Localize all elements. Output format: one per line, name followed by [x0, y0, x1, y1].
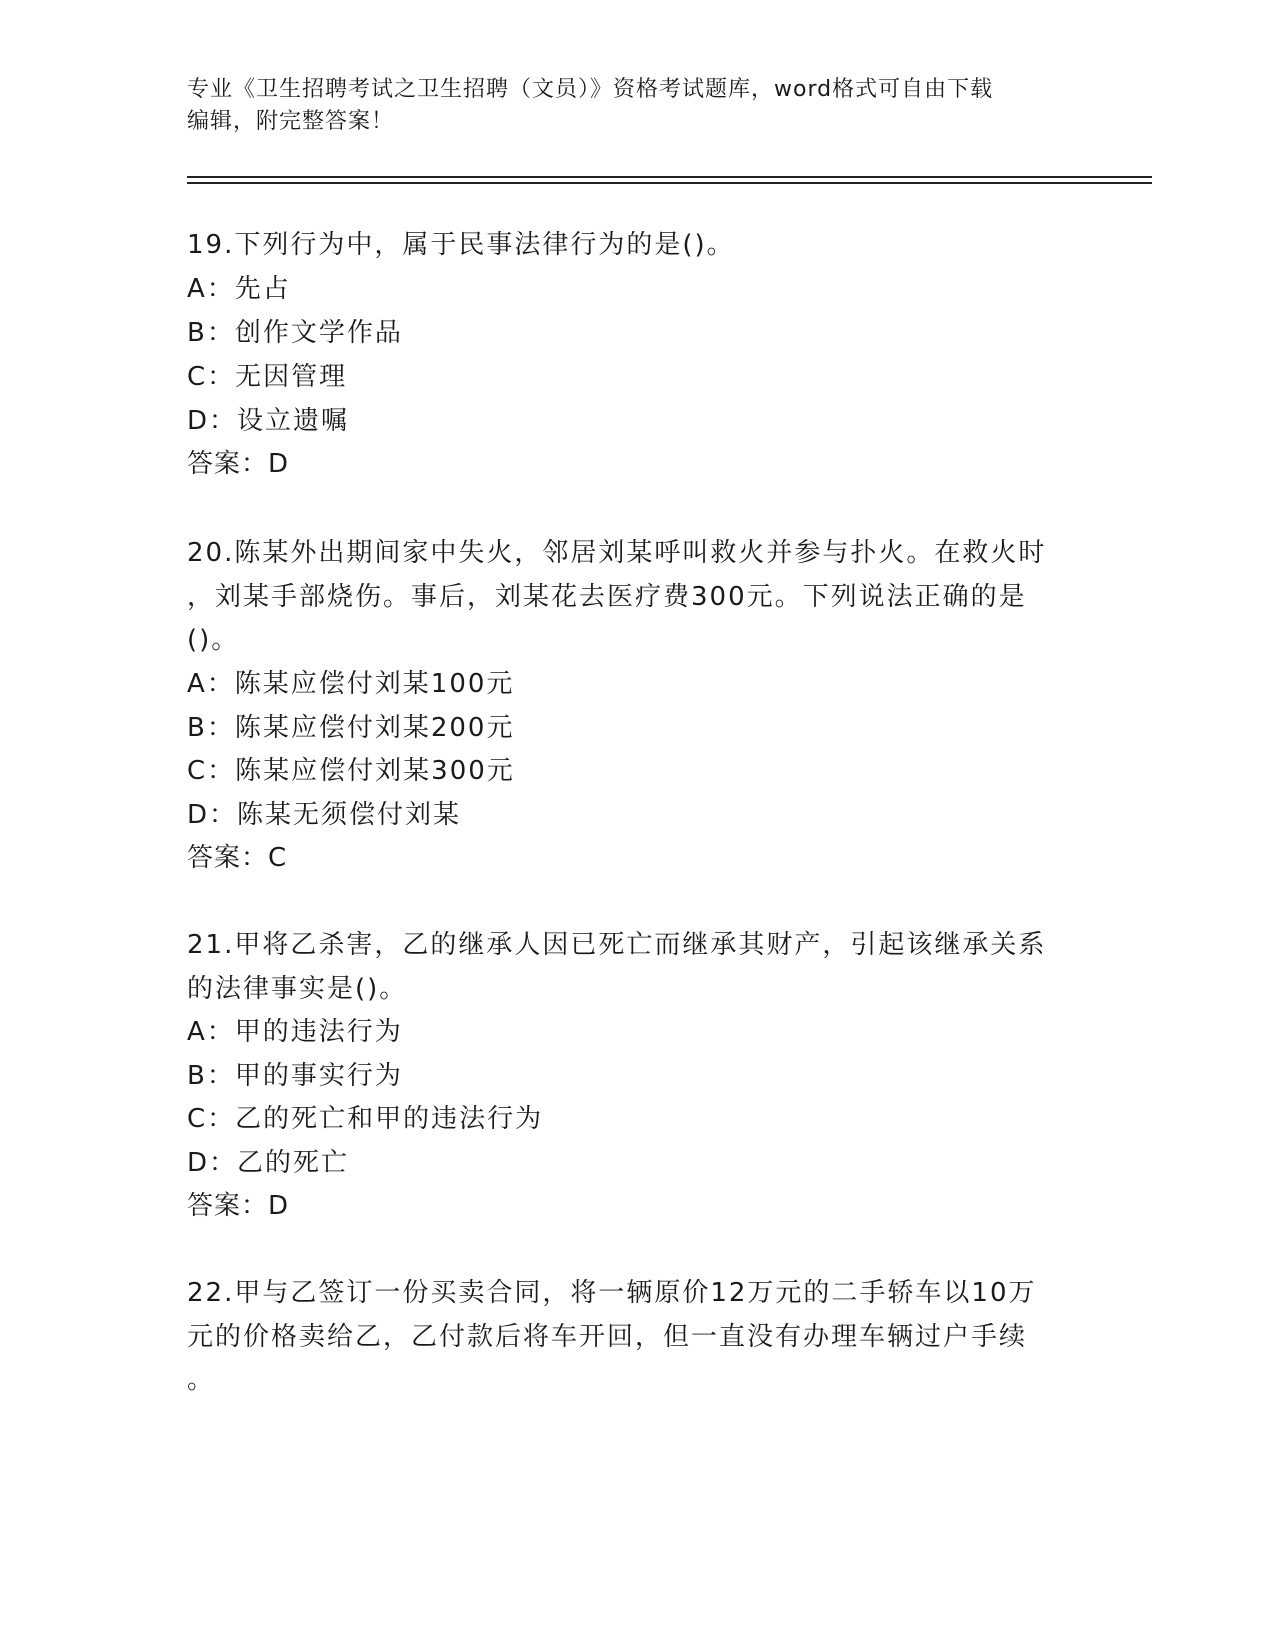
answer: 答案：D — [187, 449, 290, 479]
header-line-1: 专业《卫生招聘考试之卫生招聘（文员）》资格考试题库，word格式可自由下载 — [187, 77, 994, 102]
question-text: ，刘某手部烧伤。事后，刘某花去医疗费300元。下列说法正确的是 — [187, 582, 1027, 612]
question-text: 的法律事实是()。 — [187, 974, 408, 1004]
option-b: B：陈某应偿付刘某200元 — [187, 713, 515, 743]
question-text: ()。 — [187, 625, 240, 655]
answer: 答案：D — [187, 1191, 290, 1221]
header-divider-bottom — [187, 182, 1152, 184]
option-d: D：乙的死亡 — [187, 1148, 350, 1178]
option-a: A：陈某应偿付刘某100元 — [187, 669, 515, 699]
question-text: 20.陈某外出期间家中失火，邻居刘某呼叫救火并参与扑火。在救火时 — [187, 538, 1047, 568]
option-b: B：甲的事实行为 — [187, 1061, 403, 1091]
option-d: D：陈某无须偿付刘某 — [187, 800, 462, 830]
header-line-2: 编辑，附完整答案！ — [187, 109, 395, 134]
option-a: A：先占 — [187, 274, 291, 304]
question-text: 19.下列行为中，属于民事法律行为的是()。 — [187, 230, 735, 260]
question-text: 22.甲与乙签订一份买卖合同，将一辆原价12万元的二手轿车以10万 — [187, 1278, 1037, 1308]
option-c: C：无因管理 — [187, 362, 348, 392]
question-text: 元的价格卖给乙，乙付款后将车开回，但一直没有办理车辆过户手续 — [187, 1322, 1028, 1352]
header-divider-top — [187, 176, 1152, 178]
question-text: 。 — [187, 1365, 216, 1395]
option-a: A：甲的违法行为 — [187, 1017, 403, 1047]
question-text: 21.甲将乙杀害，乙的继承人因已死亡而继承其财产，引起该继承关系 — [187, 930, 1047, 960]
option-b: B：创作文学作品 — [187, 318, 403, 348]
option-d: D：设立遗嘱 — [187, 406, 350, 436]
option-c: C：乙的死亡和甲的违法行为 — [187, 1104, 544, 1134]
header-text — [187, 74, 1067, 138]
answer: 答案：C — [187, 843, 288, 873]
option-c: C：陈某应偿付刘某300元 — [187, 756, 515, 786]
